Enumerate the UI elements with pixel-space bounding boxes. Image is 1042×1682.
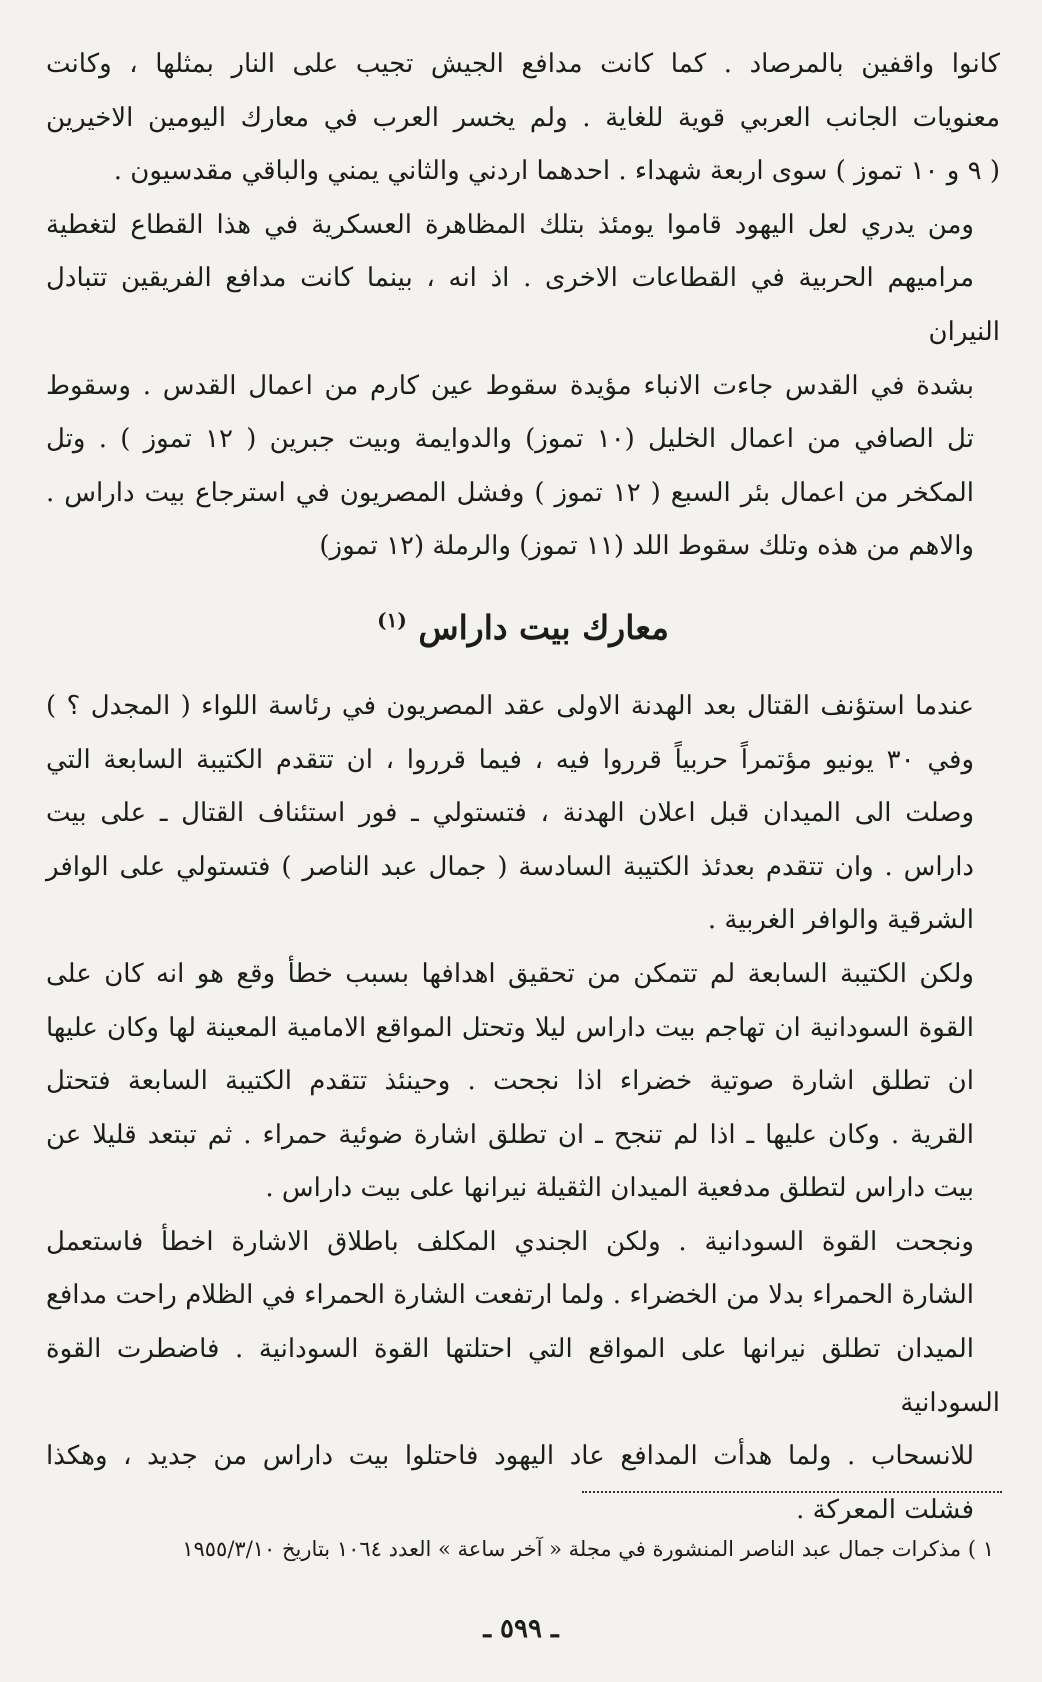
text-line: فشلت المعركة . bbox=[796, 1494, 974, 1525]
text-line: بيت داراس لتطلق مدفعية الميدان الثقيلة نيرانها على بيت داراس . bbox=[265, 1173, 974, 1204]
text-line: عندما استؤنف القتال بعد الهدنة الاولى عقد المصريون في رئاسة اللواء ( المجدل ؟ ) bbox=[46, 690, 974, 721]
text-line: تل الصافي من اعمال الخليل (١٠ تموز) والدوايمة وبيت جبرين ( ١٢ تموز ) . وتل bbox=[46, 424, 974, 455]
text-line: القوة السودانية ان تهاجم بيت داراس ليلا وتحتل المواقع الامامية المعينة لها وكان عليها bbox=[46, 1012, 974, 1043]
text-line: القرية . وكان عليها ـ اذا لم تنجح ـ ان تطلق اشارة ضوئية حمراء . ثم تبتعد قليلا عن bbox=[46, 1119, 974, 1150]
intro-paragraph bbox=[46, 38, 1000, 199]
text-line: للانسحاب . ولما هدأت المدافع عاد اليهود فاحتلوا بيت داراس من جديد ، وهكذا bbox=[46, 1441, 974, 1472]
text-line: ومن يدري لعل اليهود قاموا يومئذ بتلك المظاهرة العسكرية في هذا القطاع لتغطية bbox=[46, 209, 974, 240]
text-line: وصلت الى الميدان قبل اعلان الهدنة ، فتستولي ـ فور استئناف القتال ـ على بيت bbox=[46, 798, 974, 829]
text-line: المكخر من اعمال بئر السبع ( ١٢ تموز ) وفشل المصريون في استرجاع بيت داراس . bbox=[46, 477, 975, 508]
text-line: ان تطلق اشارة صوتية خضراء اذا نجحت . وحينئذ تتقدم الكتيبة السابعة فتحتل bbox=[46, 1066, 974, 1097]
paragraph-signal-error bbox=[46, 1216, 1000, 1538]
text-line: الشرقية والوافر الغربية . bbox=[707, 905, 974, 936]
section-title: معارك بيت داراس bbox=[418, 607, 669, 647]
paragraph-war-council bbox=[46, 680, 1000, 948]
text-line: الشارة الحمراء بدلا من الخضراء . ولما ارتفعت الشارة الحمراء في الظلام راحت مدافع bbox=[46, 1280, 974, 1311]
text-line: بشدة في القدس جاءت الانباء مؤيدة سقوط عين كارم من اعمال القدس . وسقوط bbox=[46, 370, 974, 401]
text-line: والاهم من هذه وتلك سقوط اللد (١١ تموز) والرملة (١٢ تموز) bbox=[319, 531, 974, 562]
footnote-divider bbox=[582, 1491, 1002, 1493]
text-line: داراس . وان تتقدم بعدئذ الكتيبة السادسة ( جمال عبد الناصر ) فتستولي على الوافر bbox=[46, 851, 974, 882]
text-line: مراميهم الحربية في القطاعات الاخرى . اذ انه ، بينما كانت مدافع الفريقين تتبادل النيران bbox=[46, 263, 1000, 347]
text-line: ( ٩ و ١٠ تموز ) سوى اربعة شهداء . احدهما اردني والثاني يمني والباقي مقدسيون . bbox=[113, 156, 1000, 187]
text-line: وفي ٣٠ يونيو مؤتمراً حربياً قرروا فيه ، فيما قرروا ، ان تتقدم الكتيبة السابعة التي bbox=[46, 744, 974, 775]
footnote: ١ ) مذكرات جمال عبد الناصر المنشورة في مجلة « آخر ساعة » العدد ١٠٦٤ بتاريخ ١٩٥٥/٣/١٠ bbox=[182, 1537, 994, 1561]
text-line: ولكن الكتيبة السابعة لم تتمكن من تحقيق اهدافها بسبب خطأ وقع هو انه كان على bbox=[46, 958, 974, 989]
text-line: كانوا واقفين بالمرصاد . كما كانت مدافع الجيش تجيب على النار بمثلها ، وكانت bbox=[46, 49, 1000, 79]
paragraph-fall-of-towns bbox=[46, 199, 1000, 574]
text-line: معنويات الجانب العربي قوية للغاية . ولم يخسر العرب في معارك اليومين الاخيرين bbox=[46, 102, 1000, 133]
text-line: الميدان تطلق نيرانها على المواقع التي احتلتها القوة السودانية . فاضطرت القوة السودانية bbox=[46, 1334, 1000, 1418]
text-line: ونجحت القوة السودانية . ولكن الجندي المكلف باطلاق الاشارة اخطأ فاستعمل bbox=[46, 1226, 974, 1257]
section-heading bbox=[46, 590, 1000, 658]
page-number: ـ ٥٩٩ ـ bbox=[483, 1614, 559, 1644]
footnote-reference: (١) bbox=[377, 607, 407, 632]
paragraph-seventh-battalion bbox=[46, 948, 1000, 1216]
